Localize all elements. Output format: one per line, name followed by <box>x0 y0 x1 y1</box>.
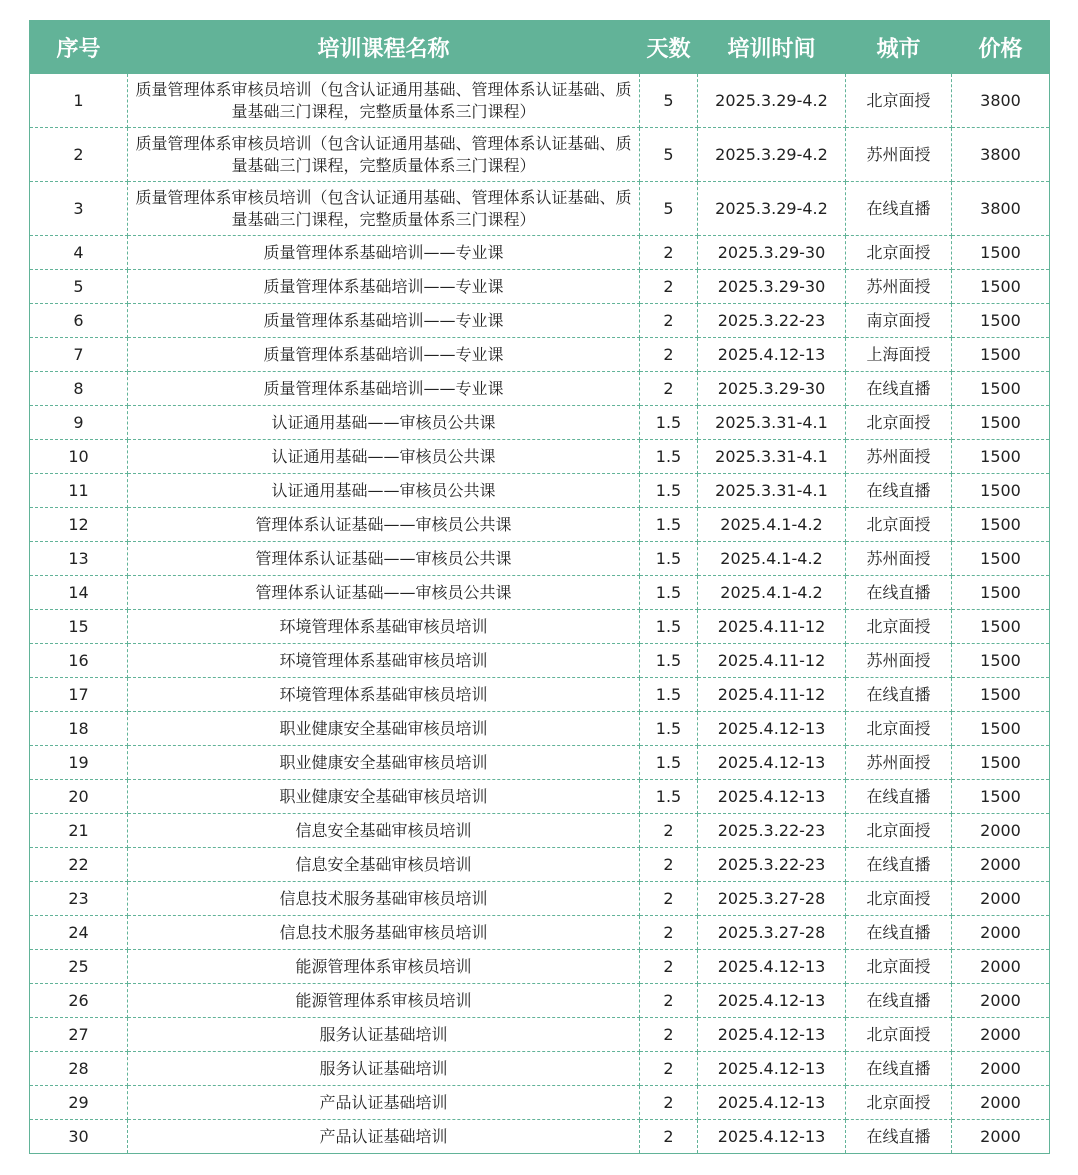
cell-city: 在线直播 <box>846 576 952 610</box>
cell-index: 9 <box>30 406 128 440</box>
cell-course-name: 产品认证基础培训 <box>128 1120 640 1154</box>
header-price: 价格 <box>952 20 1050 74</box>
cell-days: 2 <box>640 1086 698 1120</box>
cell-course-name: 认证通用基础——审核员公共课 <box>128 440 640 474</box>
cell-city: 北京面授 <box>846 1086 952 1120</box>
cell-course-name: 质量管理体系基础培训——专业课 <box>128 270 640 304</box>
table-header <box>30 20 1050 74</box>
cell-price: 2000 <box>952 848 1050 882</box>
cell-time: 2025.3.29-30 <box>698 236 846 270</box>
cell-index: 21 <box>30 814 128 848</box>
cell-city: 在线直播 <box>846 1120 952 1154</box>
cell-course-name: 能源管理体系审核员培训 <box>128 950 640 984</box>
header-course-name: 培训课程名称 <box>128 20 640 74</box>
cell-index: 2 <box>30 128 128 182</box>
cell-price: 1500 <box>952 304 1050 338</box>
cell-index: 24 <box>30 916 128 950</box>
table-row <box>30 236 1050 270</box>
cell-days: 5 <box>640 128 698 182</box>
cell-time: 2025.4.12-13 <box>698 712 846 746</box>
cell-days: 2 <box>640 814 698 848</box>
cell-index: 22 <box>30 848 128 882</box>
cell-time: 2025.3.31-4.1 <box>698 406 846 440</box>
cell-days: 2 <box>640 372 698 406</box>
cell-price: 1500 <box>952 406 1050 440</box>
cell-time: 2025.3.22-23 <box>698 848 846 882</box>
cell-time: 2025.3.22-23 <box>698 814 846 848</box>
cell-course-name: 管理体系认证基础——审核员公共课 <box>128 576 640 610</box>
cell-course-name: 信息技术服务基础审核员培训 <box>128 882 640 916</box>
cell-index: 18 <box>30 712 128 746</box>
table-row <box>30 74 1050 128</box>
cell-price: 1500 <box>952 270 1050 304</box>
cell-days: 1.5 <box>640 610 698 644</box>
cell-time: 2025.4.1-4.2 <box>698 576 846 610</box>
cell-city: 北京面授 <box>846 712 952 746</box>
table-row <box>30 182 1050 236</box>
cell-time: 2025.3.22-23 <box>698 304 846 338</box>
cell-index: 23 <box>30 882 128 916</box>
cell-city: 苏州面授 <box>846 270 952 304</box>
cell-course-name: 管理体系认证基础——审核员公共课 <box>128 542 640 576</box>
cell-city: 在线直播 <box>846 372 952 406</box>
header-row <box>30 20 1050 74</box>
cell-index: 12 <box>30 508 128 542</box>
cell-index: 11 <box>30 474 128 508</box>
cell-time: 2025.3.27-28 <box>698 882 846 916</box>
cell-index: 8 <box>30 372 128 406</box>
cell-price: 3800 <box>952 74 1050 128</box>
table-body <box>30 74 1050 1154</box>
cell-days: 5 <box>640 74 698 128</box>
cell-days: 2 <box>640 1018 698 1052</box>
cell-city: 在线直播 <box>846 916 952 950</box>
training-schedule-table-wrapper <box>29 20 1049 1154</box>
table-row <box>30 610 1050 644</box>
cell-index: 6 <box>30 304 128 338</box>
cell-days: 1.5 <box>640 746 698 780</box>
cell-index: 4 <box>30 236 128 270</box>
header-city: 城市 <box>846 20 952 74</box>
table-row <box>30 814 1050 848</box>
cell-course-name: 信息安全基础审核员培训 <box>128 814 640 848</box>
cell-time: 2025.3.27-28 <box>698 916 846 950</box>
cell-course-name: 环境管理体系基础审核员培训 <box>128 678 640 712</box>
cell-time: 2025.3.29-4.2 <box>698 182 846 236</box>
cell-city: 北京面授 <box>846 406 952 440</box>
cell-time: 2025.3.31-4.1 <box>698 474 846 508</box>
cell-time: 2025.3.29-4.2 <box>698 74 846 128</box>
header-days: 天数 <box>640 20 698 74</box>
table-row <box>30 950 1050 984</box>
cell-course-name: 质量管理体系基础培训——专业课 <box>128 304 640 338</box>
cell-days: 1.5 <box>640 780 698 814</box>
table-row <box>30 338 1050 372</box>
cell-price: 2000 <box>952 916 1050 950</box>
cell-course-name: 质量管理体系审核员培训（包含认证通用基础、管理体系认证基础、质量基础三门课程，完整质量体系三门课程） <box>128 182 640 236</box>
cell-index: 28 <box>30 1052 128 1086</box>
cell-index: 10 <box>30 440 128 474</box>
cell-course-name: 认证通用基础——审核员公共课 <box>128 474 640 508</box>
cell-time: 2025.4.11-12 <box>698 644 846 678</box>
cell-price: 1500 <box>952 508 1050 542</box>
cell-time: 2025.4.12-13 <box>698 1086 846 1120</box>
cell-city: 北京面授 <box>846 882 952 916</box>
cell-index: 19 <box>30 746 128 780</box>
cell-city: 北京面授 <box>846 814 952 848</box>
cell-city: 苏州面授 <box>846 542 952 576</box>
table-row <box>30 1018 1050 1052</box>
cell-days: 2 <box>640 950 698 984</box>
cell-course-name: 质量管理体系基础培训——专业课 <box>128 338 640 372</box>
cell-days: 1.5 <box>640 440 698 474</box>
cell-city: 苏州面授 <box>846 128 952 182</box>
cell-city: 在线直播 <box>846 678 952 712</box>
cell-city: 在线直播 <box>846 780 952 814</box>
cell-price: 1500 <box>952 780 1050 814</box>
cell-index: 17 <box>30 678 128 712</box>
cell-course-name: 信息安全基础审核员培训 <box>128 848 640 882</box>
cell-course-name: 信息技术服务基础审核员培训 <box>128 916 640 950</box>
table-row <box>30 508 1050 542</box>
cell-city: 上海面授 <box>846 338 952 372</box>
cell-course-name: 环境管理体系基础审核员培训 <box>128 644 640 678</box>
cell-time: 2025.4.12-13 <box>698 1052 846 1086</box>
table-row <box>30 712 1050 746</box>
cell-city: 苏州面授 <box>846 440 952 474</box>
table-row <box>30 270 1050 304</box>
cell-city: 北京面授 <box>846 236 952 270</box>
cell-time: 2025.4.11-12 <box>698 678 846 712</box>
table-row <box>30 848 1050 882</box>
cell-price: 2000 <box>952 950 1050 984</box>
cell-course-name: 质量管理体系审核员培训（包含认证通用基础、管理体系认证基础、质量基础三门课程，完整质量体系三门课程） <box>128 128 640 182</box>
cell-index: 30 <box>30 1120 128 1154</box>
cell-days: 2 <box>640 338 698 372</box>
table-row <box>30 984 1050 1018</box>
cell-index: 29 <box>30 1086 128 1120</box>
table-row <box>30 440 1050 474</box>
cell-city: 北京面授 <box>846 1018 952 1052</box>
cell-days: 2 <box>640 984 698 1018</box>
cell-days: 1.5 <box>640 406 698 440</box>
cell-course-name: 服务认证基础培训 <box>128 1052 640 1086</box>
cell-course-name: 产品认证基础培训 <box>128 1086 640 1120</box>
cell-course-name: 职业健康安全基础审核员培训 <box>128 712 640 746</box>
cell-city: 在线直播 <box>846 1052 952 1086</box>
header-index: 序号 <box>30 20 128 74</box>
cell-city: 在线直播 <box>846 848 952 882</box>
cell-price: 1500 <box>952 610 1050 644</box>
cell-price: 2000 <box>952 1052 1050 1086</box>
cell-index: 7 <box>30 338 128 372</box>
cell-price: 1500 <box>952 236 1050 270</box>
cell-time: 2025.3.29-30 <box>698 372 846 406</box>
training-schedule-table <box>29 20 1050 1154</box>
cell-days: 2 <box>640 882 698 916</box>
cell-days: 1.5 <box>640 508 698 542</box>
cell-price: 1500 <box>952 372 1050 406</box>
table-row <box>30 746 1050 780</box>
cell-city: 北京面授 <box>846 74 952 128</box>
table-row <box>30 678 1050 712</box>
table-row <box>30 576 1050 610</box>
cell-city: 苏州面授 <box>846 746 952 780</box>
cell-days: 1.5 <box>640 644 698 678</box>
cell-course-name: 环境管理体系基础审核员培训 <box>128 610 640 644</box>
cell-price: 1500 <box>952 474 1050 508</box>
cell-index: 26 <box>30 984 128 1018</box>
table-row <box>30 406 1050 440</box>
table-row <box>30 644 1050 678</box>
cell-days: 2 <box>640 1120 698 1154</box>
cell-city: 苏州面授 <box>846 644 952 678</box>
table-row <box>30 780 1050 814</box>
cell-price: 2000 <box>952 814 1050 848</box>
cell-city: 北京面授 <box>846 610 952 644</box>
cell-time: 2025.4.12-13 <box>698 746 846 780</box>
cell-city: 在线直播 <box>846 984 952 1018</box>
cell-price: 1500 <box>952 678 1050 712</box>
cell-time: 2025.3.31-4.1 <box>698 440 846 474</box>
cell-time: 2025.4.12-13 <box>698 950 846 984</box>
cell-city: 在线直播 <box>846 474 952 508</box>
table-row <box>30 372 1050 406</box>
cell-price: 1500 <box>952 644 1050 678</box>
table-row <box>30 1120 1050 1154</box>
cell-time: 2025.4.12-13 <box>698 984 846 1018</box>
table-row <box>30 882 1050 916</box>
cell-price: 2000 <box>952 984 1050 1018</box>
cell-time: 2025.3.29-4.2 <box>698 128 846 182</box>
cell-days: 2 <box>640 1052 698 1086</box>
cell-index: 5 <box>30 270 128 304</box>
cell-time: 2025.4.12-13 <box>698 338 846 372</box>
cell-time: 2025.4.12-13 <box>698 780 846 814</box>
cell-city: 北京面授 <box>846 950 952 984</box>
cell-time: 2025.3.29-30 <box>698 270 846 304</box>
cell-price: 3800 <box>952 128 1050 182</box>
cell-price: 2000 <box>952 882 1050 916</box>
cell-index: 20 <box>30 780 128 814</box>
cell-time: 2025.4.12-13 <box>698 1120 846 1154</box>
cell-course-name: 职业健康安全基础审核员培训 <box>128 780 640 814</box>
cell-price: 1500 <box>952 576 1050 610</box>
cell-index: 25 <box>30 950 128 984</box>
cell-time: 2025.4.11-12 <box>698 610 846 644</box>
cell-course-name: 认证通用基础——审核员公共课 <box>128 406 640 440</box>
cell-course-name: 服务认证基础培训 <box>128 1018 640 1052</box>
cell-index: 3 <box>30 182 128 236</box>
cell-price: 1500 <box>952 542 1050 576</box>
cell-index: 27 <box>30 1018 128 1052</box>
cell-course-name: 管理体系认证基础——审核员公共课 <box>128 508 640 542</box>
cell-course-name: 质量管理体系审核员培训（包含认证通用基础、管理体系认证基础、质量基础三门课程，完整质量体系三门课程） <box>128 74 640 128</box>
table-row <box>30 1086 1050 1120</box>
cell-days: 2 <box>640 916 698 950</box>
cell-course-name: 质量管理体系基础培训——专业课 <box>128 236 640 270</box>
cell-days: 1.5 <box>640 474 698 508</box>
table-row <box>30 1052 1050 1086</box>
table-row <box>30 542 1050 576</box>
cell-days: 2 <box>640 848 698 882</box>
cell-time: 2025.4.1-4.2 <box>698 508 846 542</box>
cell-index: 13 <box>30 542 128 576</box>
table-row <box>30 474 1050 508</box>
cell-time: 2025.4.12-13 <box>698 1018 846 1052</box>
cell-city: 南京面授 <box>846 304 952 338</box>
cell-price: 1500 <box>952 440 1050 474</box>
cell-index: 14 <box>30 576 128 610</box>
cell-days: 1.5 <box>640 576 698 610</box>
cell-days: 1.5 <box>640 712 698 746</box>
cell-index: 1 <box>30 74 128 128</box>
cell-price: 2000 <box>952 1018 1050 1052</box>
cell-price: 2000 <box>952 1086 1050 1120</box>
cell-days: 2 <box>640 236 698 270</box>
cell-city: 在线直播 <box>846 182 952 236</box>
cell-days: 5 <box>640 182 698 236</box>
cell-price: 2000 <box>952 1120 1050 1154</box>
cell-price: 1500 <box>952 338 1050 372</box>
header-time: 培训时间 <box>698 20 846 74</box>
cell-city: 北京面授 <box>846 508 952 542</box>
table-row <box>30 304 1050 338</box>
cell-price: 1500 <box>952 746 1050 780</box>
cell-course-name: 职业健康安全基础审核员培训 <box>128 746 640 780</box>
cell-time: 2025.4.1-4.2 <box>698 542 846 576</box>
cell-price: 1500 <box>952 712 1050 746</box>
cell-index: 15 <box>30 610 128 644</box>
cell-days: 1.5 <box>640 542 698 576</box>
cell-index: 16 <box>30 644 128 678</box>
table-row <box>30 916 1050 950</box>
cell-price: 3800 <box>952 182 1050 236</box>
cell-days: 1.5 <box>640 678 698 712</box>
cell-course-name: 能源管理体系审核员培训 <box>128 984 640 1018</box>
table-row <box>30 128 1050 182</box>
cell-days: 2 <box>640 270 698 304</box>
cell-course-name: 质量管理体系基础培训——专业课 <box>128 372 640 406</box>
cell-days: 2 <box>640 304 698 338</box>
